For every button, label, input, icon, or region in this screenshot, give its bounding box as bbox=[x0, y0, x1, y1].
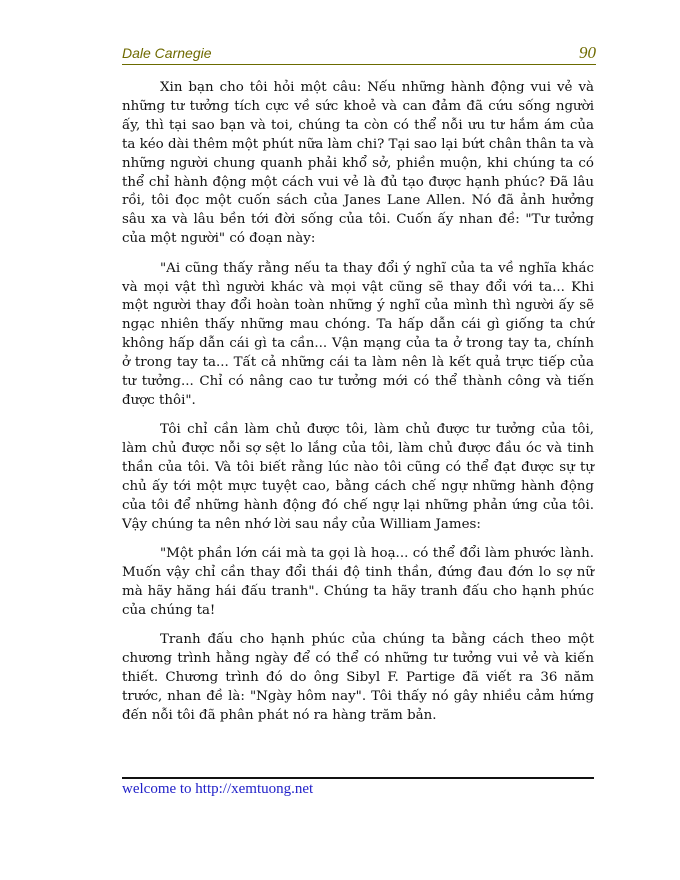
paragraph: "Ai cũng thấy rằng nếu ta thay đổi ý nghĩ của ta về nghĩa khác và mọi vật thì người khác và mọi vật cũng sẽ thay đổi với ta... Khi một người thay đổi hoàn toàn những ý nghĩ của mình thì người ấy sẽ ngạc nhiên thấy những mau chóng. Ta hấp dẫn cái gì giống ta chứ không hấp dẫn cái gì ta cần... Vận mạng của ta ở trong tay ta, chính ở trong tay ta... Tất cả những cái ta làm nên là kết quả trực tiếp của tư tưởng... Chỉ có nâng cao tư tưởng mới có thể thành công và tiến được thôi". bbox=[122, 260, 594, 408]
paragraph: Tôi chỉ cần làm chủ được tôi, làm chủ được tư tưởng của tôi, làm chủ được nỗi sợ sệt lo lắng của tôi, làm chủ được đầu óc và tinh thần của tôi. Và tôi biết rằng lúc nào tôi cũng có thể đạt được sự tự chủ ấy tới một mực tuyệt cao, bằng cách chế ngự những hành động của tôi để những hành động đó chế ngự lại những phản ứng của tôi. Vậy chúng ta nên nhớ lời sau nầy của William James: bbox=[122, 422, 594, 532]
header-author: Dale Carnegie bbox=[122, 45, 212, 61]
page-number: 90 bbox=[579, 43, 596, 62]
page-header bbox=[122, 44, 596, 65]
footer-link[interactable]: welcome to http://xemtuong.net bbox=[122, 781, 314, 797]
paragraph: Xin bạn cho tôi hỏi một câu: Nếu những hành động vui vẻ và những tư tưởng tích cực về sức khoẻ và can đảm đã cứu sống người ấy, thì tại sao bạn và toi, chúng ta còn có thể nỗi ưu tư hắm ám của ta kéo dài thêm một phút nữa làm chi? Tại sao lại bứt chân thân ta và những người chung quanh phải khổ sở, phiền muộn, khi chúng ta có thể chỉ hành động một cách vui vẻ là đủ tạo được hạnh phúc? Đã lâu rồi, tôi đọc một cuốn sách của Janes Lane Allen. Nó đã ảnh hưởng sâu xa và lâu bền tới đời sống của tôi. Cuốn ấy nhan đề: "Tư tưởng của một người" có đoạn này: bbox=[122, 80, 594, 247]
paragraph: Tranh đấu cho hạnh phúc của chúng ta bằng cách theo một chương trình hằng ngày để có thể có những tư tưởng vui vẻ và kiến thiết. Chương trình đó do ông Sibyl F. Partige đã viết ra 36 năm trước, nhan đề là: "Ngày hôm nay". Tôi thấy nó gây nhiều cảm hứng đến nỗi tôi đã phân phát nó ra hàng trăm bản. bbox=[122, 632, 594, 724]
footer-divider bbox=[122, 777, 594, 779]
body-text bbox=[122, 79, 594, 737]
paragraph: "Một phần lớn cái mà ta gọi là hoạ... có thể đổi làm phước lành. Muốn vậy chỉ cần thay đổi thái độ tinh thần, đứng đau đớn lo sợ nữ mà hãy hăng hái đấu tranh". Chúng ta hãy tranh đấu cho hạnh phúc của chúng ta! bbox=[122, 546, 594, 619]
